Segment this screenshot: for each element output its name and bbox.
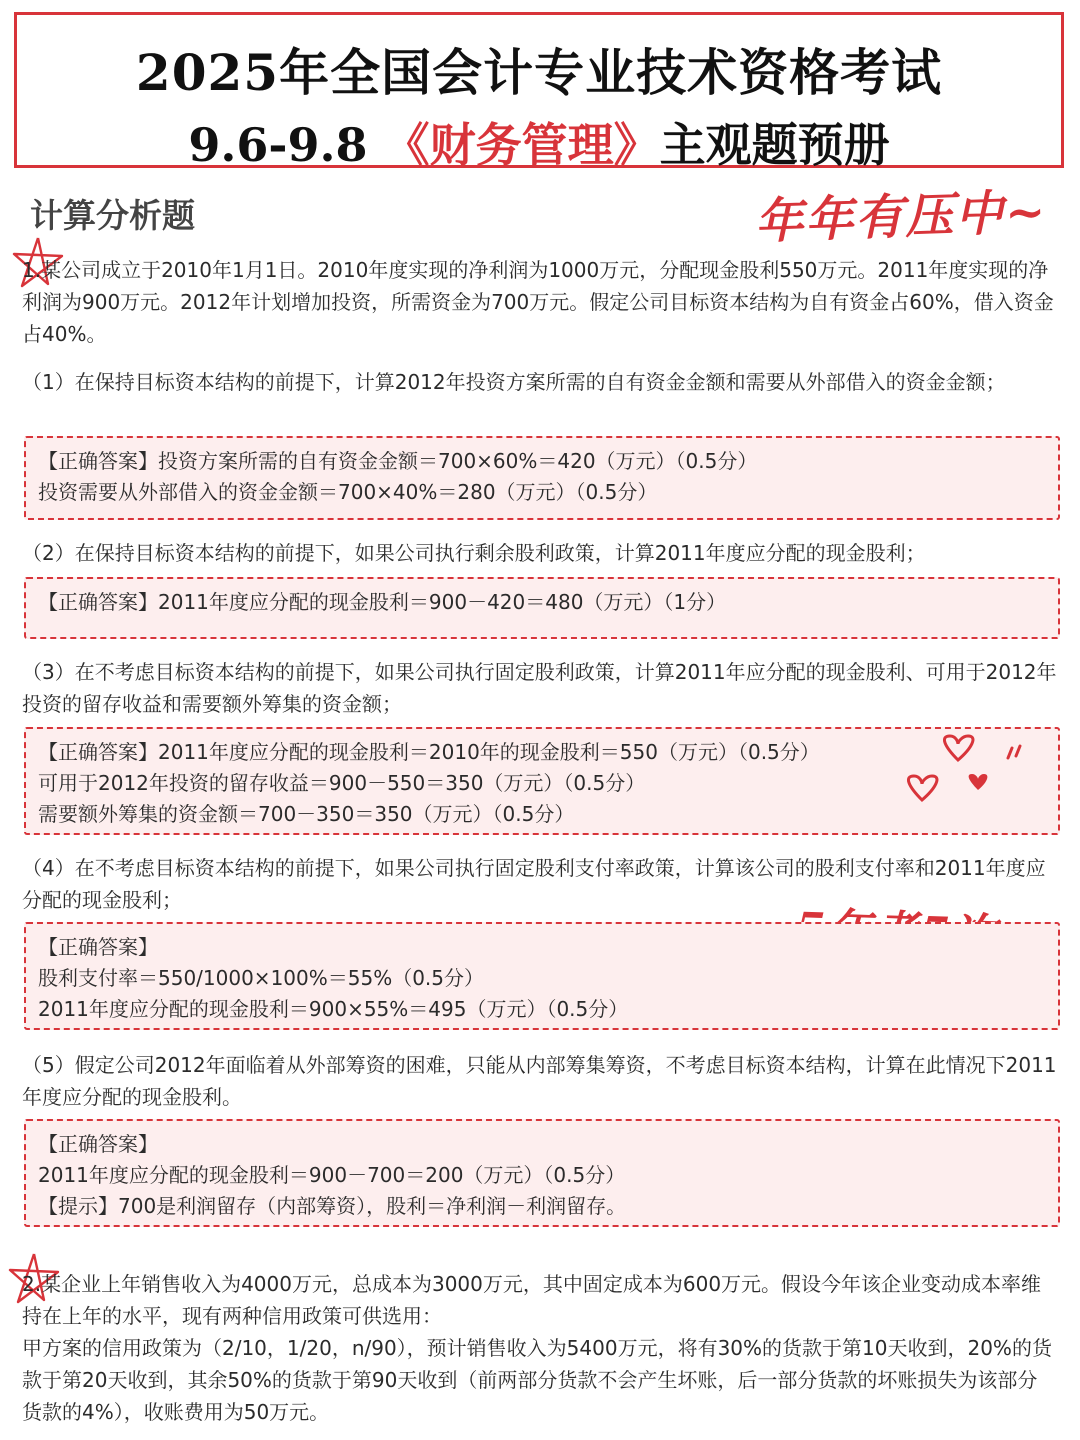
question-2-detail: 甲方案的信用政策为（2/10，1/20，n/90），预计销售收入为5400万元，将有30%的货款于第10天收到，20%的货款于第20天收到，其余50%的货款于第90天收到（前两部分货款不会产生坏账，后一部分货款的坏账损失为该部分货款的4%），收账费用为50万元。 [22, 1336, 1052, 1424]
answer-line: 【正确答案】 [38, 935, 158, 959]
subject-name: 《财务管理》 [383, 118, 660, 172]
answer-line: 可用于2012年投资的留存收益＝900－550＝350（万元）（0.5分） [38, 771, 646, 795]
question-2-stem: 2.某企业上年销售收入为4000万元，总成本为3000万元，其中固定成本为600万元。假设今年该企业变动成本率维持在上年的水平，现有两种信用政策可供选用： [22, 1272, 1042, 1328]
question-1-stem: 1.某公司成立于2010年1月1日。2010年度实现的净利润为1000万元，分配现金股利550万元。2011年度实现的净利润为900万元。2012年计划增加投资，所需资金为700万元。假定公司目标资本结构为自有资金占60%，借入资金占40%。 [22, 258, 1054, 346]
answer-box-2 [24, 577, 1060, 639]
answer-line: 【正确答案】2011年度应分配的现金股利＝900－420＝480（万元）（1分） [38, 590, 727, 614]
question-1-part-1: （1）在保持目标资本结构的前提下，计算2012年投资方案所需的自有资金金额和需要从外部借入的资金金额； [22, 370, 1006, 394]
hearts-icon [900, 732, 1030, 812]
question-1-part-5: （5）假定公司2012年面临着从外部筹资的困难，只能从内部筹集筹资，不考虑目标资本结构，计算在此情况下2011年度应分配的现金股利。 [22, 1053, 1057, 1109]
answer-box-1 [24, 436, 1060, 520]
answer-line: 需要额外筹集的资金额＝700－350＝350（万元）（0.5分） [38, 802, 575, 826]
exam-dates: 9.6-9.8 [188, 118, 368, 172]
answer-line: 【正确答案】 [38, 1132, 158, 1156]
answer-line: 股利支付率＝550/1000×100%＝55%（0.5分） [38, 966, 485, 990]
answer-line: 投资需要从外部借入的资金金额＝700×40%＝280（万元）（0.5分） [38, 480, 658, 504]
answer-line: 【提示】700是利润留存（内部筹资），股利＝净利润－利润留存。 [38, 1194, 627, 1218]
question-1-part-4: （4）在不考虑目标资本结构的前提下，如果公司执行固定股利支付率政策，计算该公司的股利支付率和2011年度应分配的现金股利； [22, 856, 1046, 912]
question-1-part-3: （3）在不考虑目标资本结构的前提下，如果公司执行固定股利政策，计算2011年应分配的现金股利、可用于2012年投资的留存收益和需要额外筹集的资金额； [22, 660, 1057, 716]
section-title: 计算分析题 [30, 196, 195, 235]
answer-line: 【正确答案】2011年度应分配的现金股利＝2010年的现金股利＝550（万元）（0.5分） [38, 740, 820, 764]
book-name: 主观题预册 [659, 118, 890, 172]
answer-box-4 [24, 922, 1060, 1030]
handwritten-note-top: 年年有压中~ [754, 183, 1049, 251]
question-1-part-2: （2）在保持目标资本结构的前提下，如果公司执行剩余股利政策，计算2011年度应分配的现金股利； [22, 541, 926, 565]
answer-box-5 [24, 1119, 1060, 1227]
answer-line: 【正确答案】投资方案所需的自有资金金额＝700×60%＝420（万元）（0.5分） [38, 449, 758, 473]
answer-line: 2011年度应分配的现金股利＝900×55%＝495（万元）（0.5分） [38, 997, 629, 1021]
exam-title: 2025年全国会计专业技术资格考试 [135, 43, 943, 102]
exam-subtitle [17, 109, 1061, 175]
answer-line: 2011年度应分配的现金股利＝900－700＝200（万元）（0.5分） [38, 1163, 626, 1187]
title-box [14, 12, 1064, 172]
